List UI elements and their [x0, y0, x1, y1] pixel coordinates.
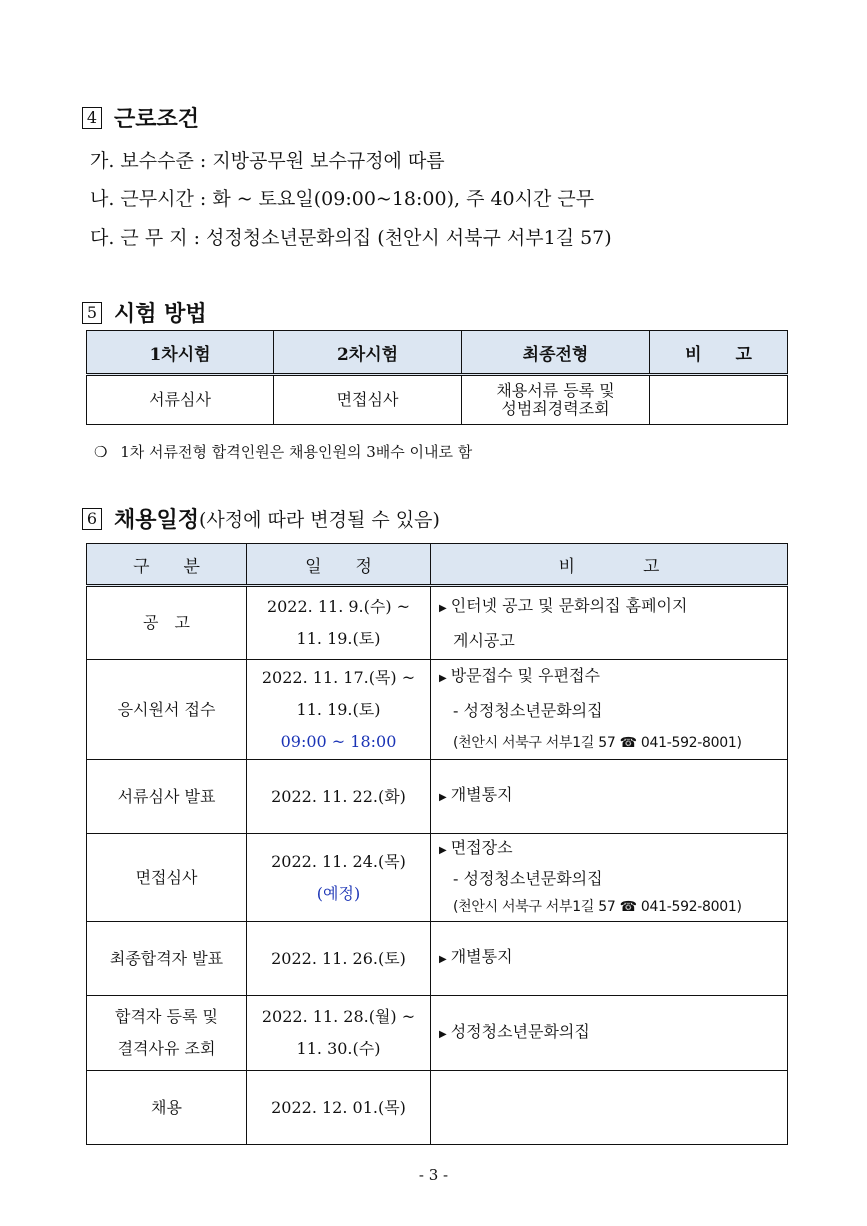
row-note	[431, 922, 788, 996]
row-date	[247, 586, 431, 660]
row-date-line1: 2022. 11. 28.(월) ~	[261, 1007, 416, 1026]
exam-method-table	[86, 330, 788, 425]
row-note-line1: 인터넷 공고 및 문화의집 홈페이지	[450, 595, 688, 615]
header-schedule: 일 정	[247, 544, 431, 586]
row-note-empty	[431, 1071, 788, 1145]
row-date: 2022. 11. 26.(토)	[247, 922, 431, 996]
triangle-bullet-icon: ▶	[439, 1028, 447, 1040]
row-note-line2: - 성정청소년문화의집	[453, 701, 603, 720]
triangle-bullet-icon: ▶	[439, 602, 447, 614]
schedule-row-doc-result	[87, 760, 788, 834]
row-name: 서류심사 발표	[87, 760, 247, 834]
schedule-row-application	[87, 660, 788, 760]
row-time: 09:00 ~ 18:00	[280, 731, 397, 751]
row-note-line3: (천안시 서북구 서부1길 57 ☎ 041-592-8001)	[453, 735, 742, 751]
row-name: 최종합격자 발표	[87, 922, 247, 996]
row-date-line1: 2022. 11. 9.(수) ~	[266, 597, 411, 616]
section-6-title	[82, 503, 440, 534]
schedule-table	[86, 543, 788, 1145]
row-date	[247, 660, 431, 760]
section-6-subtitle: (사정에 따라 변경될 수 있음)	[199, 509, 440, 531]
header-final-exam: 최종전형	[462, 331, 650, 375]
exam-row	[87, 375, 788, 425]
row-name: 응시원서 접수	[87, 660, 247, 760]
header-category: 구 분	[87, 544, 247, 586]
row-note	[431, 760, 788, 834]
section-6-heading: 채용일정	[114, 507, 200, 533]
row-note	[431, 996, 788, 1071]
cell-final-line1: 채용서류 등록 및	[496, 381, 615, 400]
row-note-line1: 방문접수 및 우편접수	[450, 666, 600, 685]
row-date	[247, 996, 431, 1071]
row-name: 공 고	[87, 586, 247, 660]
cell-final	[462, 375, 650, 425]
row-name: 채용	[87, 1071, 247, 1145]
row-name	[87, 996, 247, 1071]
section-5-number: 5	[82, 302, 102, 324]
row-note-line1: 면접장소	[450, 838, 513, 857]
schedule-header-row	[87, 544, 788, 586]
section-5-heading: 시험 방법	[114, 301, 207, 327]
section-6-number: 6	[82, 508, 102, 530]
header-first-exam: 1차시험	[87, 331, 274, 375]
section-4-number: 4	[82, 107, 102, 129]
schedule-row-announcement	[87, 586, 788, 660]
circle-bullet-icon: ❍	[94, 443, 108, 461]
row-note	[431, 586, 788, 660]
row-name-line1: 합격자 등록 및	[115, 1007, 218, 1026]
exam-header-row	[87, 331, 788, 375]
section-4-title	[82, 102, 199, 133]
row-note	[431, 660, 788, 760]
row-note-line2: 게시공고	[453, 630, 515, 650]
exam-note	[94, 441, 472, 462]
header-remarks: 비 고	[650, 331, 788, 375]
row-name: 면접심사	[87, 834, 247, 922]
row-date-line2: 11. 19.(토)	[296, 699, 381, 719]
row-date: 2022. 12. 01.(목)	[247, 1071, 431, 1145]
triangle-bullet-icon: ▶	[439, 792, 447, 803]
row-note-line2: - 성정청소년문화의집	[453, 869, 603, 888]
cell-document-review: 서류심사	[87, 375, 274, 425]
cell-interview: 면접심사	[274, 375, 462, 425]
schedule-row-interview	[87, 834, 788, 922]
header-second-exam: 2차시험	[274, 331, 462, 375]
row-note-line3: (천안시 서북구 서부1길 57 ☎ 041-592-8001)	[453, 899, 742, 915]
row-date: 2022. 11. 22.(화)	[247, 760, 431, 834]
exam-note-text: 1차 서류전형 합격인원은 채용인원의 3배수 이내로 함	[120, 443, 473, 461]
row-name-line2: 결격사유 조회	[117, 1039, 216, 1058]
schedule-row-hire	[87, 1071, 788, 1145]
condition-pay: 가. 보수수준 : 지방공무원 보수규정에 따름	[90, 150, 445, 172]
cell-final-line2: 성범죄경력조회	[501, 399, 610, 418]
triangle-bullet-icon: ▶	[439, 845, 447, 856]
row-note-line1: 개별통지	[450, 785, 513, 804]
condition-location: 다. 근 무 지 : 성정청소년문화의집 (천안시 서북구 서부1길 57)	[90, 227, 612, 249]
row-date-line2: 11. 30.(수)	[296, 1039, 381, 1058]
schedule-row-registration	[87, 996, 788, 1071]
header-note: 비 고	[431, 544, 788, 586]
cell-remarks-empty	[650, 375, 788, 425]
row-date-line2: 11. 19.(토)	[296, 629, 381, 648]
section-5-title	[82, 297, 207, 328]
schedule-row-final-result	[87, 922, 788, 996]
row-note	[431, 834, 788, 922]
condition-hours: 나. 근무시간 : 화 ~ 토요일(09:00~18:00), 주 40시간 근무	[90, 188, 595, 210]
row-date-line2: (예정)	[316, 883, 361, 903]
triangle-bullet-icon: ▶	[439, 673, 447, 684]
section-4-heading: 근로조건	[114, 106, 200, 132]
row-date-line1: 2022. 11. 24.(목)	[271, 851, 406, 871]
row-note-line1: 개별통지	[450, 947, 513, 966]
row-date-line1: 2022. 11. 17.(목) ~	[261, 667, 416, 687]
triangle-bullet-icon: ▶	[439, 954, 447, 965]
row-note-line1: 성정청소년문화의집	[450, 1021, 590, 1041]
page-number: - 3 -	[418, 1166, 449, 1184]
row-date	[247, 834, 431, 922]
